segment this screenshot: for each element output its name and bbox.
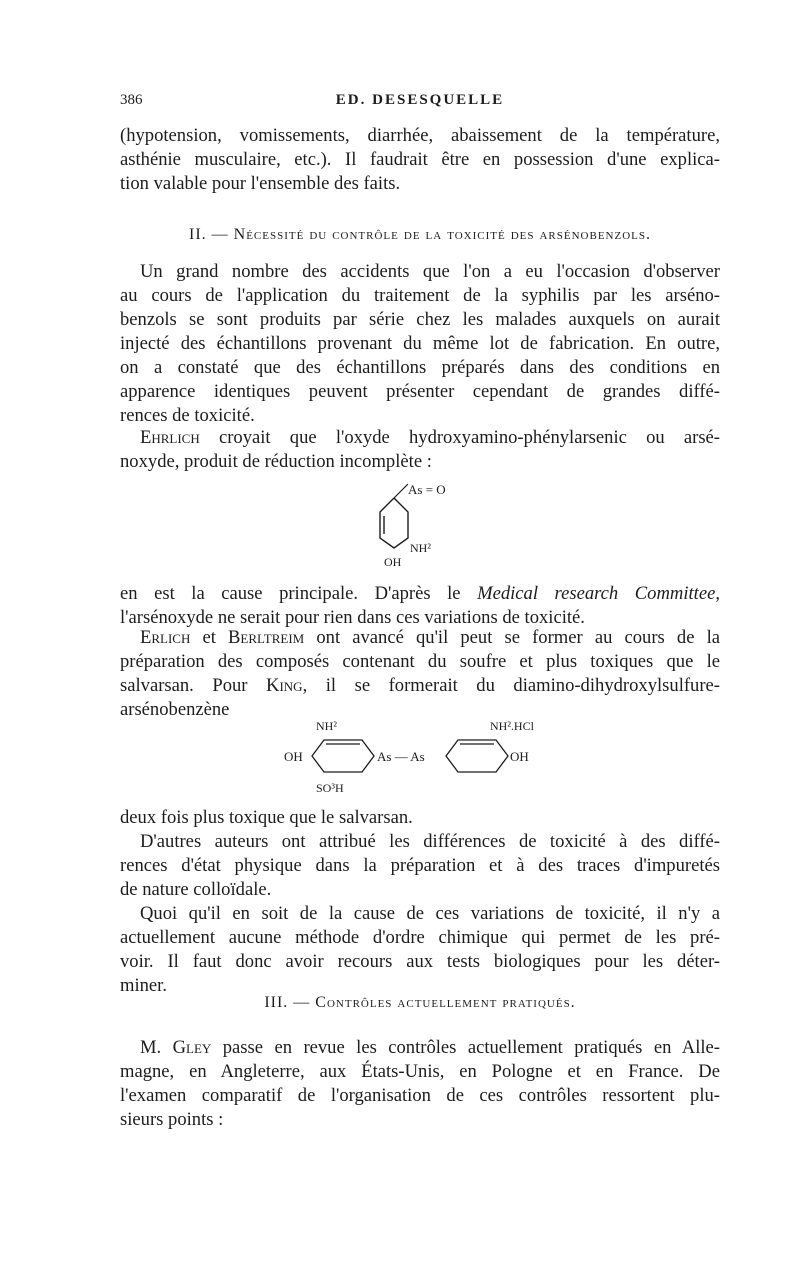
sulfur-arsenobenzene-structure-diagram (278, 716, 568, 798)
paragraph-continuation (120, 124, 720, 196)
right-top-label: NH².HCl (490, 719, 534, 733)
text-line: rences d'état physique dans la préparation et à des traces d'impuretés (120, 855, 720, 876)
page-header (120, 92, 720, 114)
text-line: D'autres auteurs ont attribué les différences de toxicité à des diffé- (140, 831, 720, 852)
text-line: au cours de l'application du traitement de la syphilis par les arséno- (120, 285, 720, 306)
text-line: actuellement aucune méthode d'ordre chimique qui permet de les pré- (120, 927, 720, 948)
left-benzene-ring (312, 740, 374, 772)
text-fragment: M. (140, 1037, 173, 1058)
as-label: As = O (408, 482, 446, 497)
text-fragment: salvarsan. Pour (120, 675, 267, 696)
author-name: Berltreim (228, 627, 305, 648)
text-line: de nature colloïdale. (120, 879, 272, 900)
left-bottom-label: SO³H (316, 781, 344, 795)
arsenoxide-structure-diagram (360, 476, 500, 576)
author-name: Gley (172, 1037, 212, 1058)
text-line: (hypotension, vomissements, diarrhée, abaissement de la température, (120, 125, 720, 146)
paragraph-erlich-king (120, 626, 720, 722)
section-heading-2 (120, 224, 720, 246)
section-title: Contrôles actuellement pratiqués. (315, 994, 576, 1011)
section-number: III. — (264, 994, 311, 1011)
text-fragment: , il se formerait du diamino-dihydroxylsulfure- (302, 675, 720, 696)
text-line: magne, en Angleterre, aux États-Unis, en Pologne et en France. De (120, 1061, 720, 1082)
text-line: apparence identiques peuvent présenter cependant de grandes diffé- (120, 381, 720, 402)
text-fragment: et (190, 627, 229, 648)
text-line: sieurs points : (120, 1109, 224, 1130)
left-oh-label: OH (284, 749, 303, 764)
as-as-label: As — As (377, 749, 425, 764)
text-line: benzols se sont produits par série chez les malades auxquels on aurait (120, 309, 720, 330)
left-top-label: NH² (316, 719, 337, 733)
right-benzene-ring (446, 740, 508, 772)
text-fragment: passe en revue les contrôles actuellement pratiqués en Alle- (211, 1037, 720, 1058)
committee-name: Medical research Committee (477, 583, 716, 604)
paragraph-biological-tests (120, 902, 720, 998)
text-line (120, 674, 720, 698)
text-line: miner. (120, 975, 167, 996)
bond-line (394, 484, 408, 498)
paragraph-other-authors (120, 830, 720, 902)
page-number: 386 (120, 92, 143, 108)
text-line (120, 582, 720, 606)
section-heading-3 (120, 992, 720, 1014)
paragraph-ehrlich (120, 426, 720, 474)
text-fragment: en est la cause principale. D'après le (120, 583, 478, 604)
author-name: Erlich (140, 627, 191, 648)
paragraph-gley (120, 1036, 720, 1132)
text-line: deux fois plus toxique que le salvarsan. (120, 807, 413, 828)
text-line: voir. Il faut donc avoir recours aux tests biologiques pour les déter- (120, 951, 720, 972)
paragraph-accidents (120, 260, 720, 428)
oh-label: OH (384, 555, 402, 569)
benzene-ring (380, 498, 408, 548)
text-line: Quoi qu'il en soit de la cause de ces variations de toxicité, il n'y a (140, 903, 720, 924)
paragraph-committee (120, 582, 720, 630)
text-line: noxyde, produit de réduction incomplète : (120, 451, 432, 472)
text-line: Un grand nombre des accidents que l'on a eu l'occasion d'observer (140, 261, 720, 282)
nh2-label: NH² (410, 541, 431, 555)
running-head: ED. DESESQUELLE (335, 92, 505, 108)
text-line: on a constaté que des échantillons préparés dans des conditions en (120, 357, 720, 378)
text-fragment: , (715, 583, 720, 604)
text-line: arsénobenzène (120, 699, 230, 720)
text-line (120, 1036, 720, 1060)
text-line: l'arsénoxyde ne serait pour rien dans ces variations de toxicité. (120, 607, 585, 628)
section-number: II. — (189, 226, 229, 243)
text-line: injecté des échantillons provenant du même lot de fabrication. En outre, (120, 333, 720, 354)
text-line: rences de toxicité. (120, 405, 255, 426)
text-fragment: croyait que l'oxyde hydroxyamino-phénylarsenic ou arsé- (199, 427, 720, 448)
author-name: King (266, 675, 303, 696)
text-line: asthénie musculaire, etc.). Il faudrait être en possession d'une explica- (120, 149, 720, 170)
paragraph-toxicity (120, 806, 720, 830)
text-line: l'examen comparatif de l'organisation de ces contrôles ressortent plu- (120, 1085, 720, 1106)
text-line: préparation des composés contenant du soufre et plus toxiques que le (120, 651, 720, 672)
right-oh-label: OH (510, 749, 529, 764)
section-title: Nécessité du contrôle de la toxicité des arsénobenzols. (233, 226, 651, 243)
text-line: tion valable pour l'ensemble des faits. (120, 173, 401, 194)
text-line (120, 626, 720, 650)
text-fragment: ont avancé qu'il peut se former au cours de la (304, 627, 720, 648)
author-name: Ehrlich (140, 427, 200, 448)
text-line (120, 426, 720, 450)
